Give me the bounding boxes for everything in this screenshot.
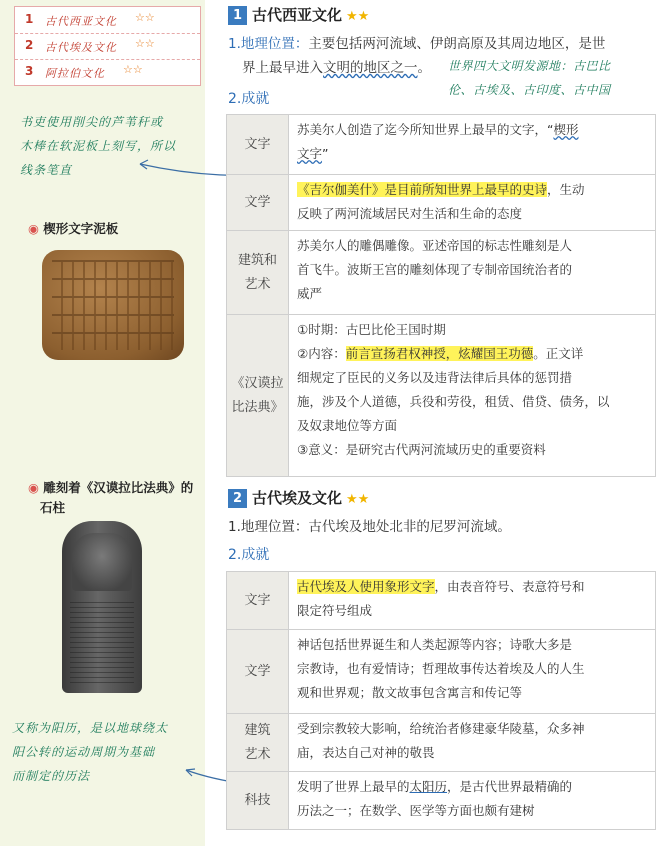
row-content — [289, 630, 656, 714]
geo-text: 界上最早进入 — [242, 60, 323, 76]
cell-text: 及奴隶地位等方面 — [297, 418, 398, 433]
cell-text: 限定符号组成 — [297, 603, 373, 618]
achievements-heading: 2.成就 — [228, 91, 270, 107]
section-title-text: 古代西亚文化 — [252, 6, 343, 24]
table-row — [227, 315, 656, 477]
row-label: 文学 — [227, 175, 289, 231]
note-line: 线条笔直 — [20, 163, 73, 177]
cell-text: 威严 — [297, 286, 323, 301]
bullet-icon: ◉ — [28, 480, 39, 495]
toc-item-number: 2 — [25, 38, 34, 52]
row-label: 文字 — [227, 115, 289, 175]
row-label-line: 《汉谟拉 — [231, 375, 284, 391]
geo-text: 主要包括两河流域、伊朗高原及其周边地区，是世 — [308, 36, 606, 52]
note-line: 而制定的历法 — [12, 769, 91, 783]
star-icon: ★★ — [346, 492, 370, 507]
row-content — [289, 572, 656, 630]
row-label-line: 建筑和 — [237, 252, 277, 268]
geo-text: 。 — [417, 60, 431, 76]
achievements-table-egypt — [226, 571, 656, 830]
cell-text: 历法之一；在数学、医学等方面也颇有建树 — [297, 803, 535, 818]
star-icon: ☆☆ — [135, 11, 155, 24]
cell-text: 反映了两河流域居民对生活和生命的态度 — [297, 206, 523, 221]
note-line: 阳公转的运动周期为基础 — [12, 745, 156, 759]
cell-text: ①时期：古巴比伦王国时期 — [297, 322, 446, 337]
geo-label: 1.地理位置： — [228, 36, 309, 52]
highlighted-text: 《吉尔伽美什》是目前所知世界上最早的史诗 — [297, 182, 548, 197]
table-row — [227, 630, 656, 714]
bullet-icon: ◉ — [28, 221, 39, 236]
row-label — [227, 231, 289, 315]
star-icon: ★★ — [346, 9, 370, 24]
row-label-line: 艺术 — [244, 746, 271, 762]
note-line: 书吏使用削尖的芦苇秆或 — [20, 115, 164, 129]
geo-line-1 — [228, 33, 605, 55]
section-title-west-asia — [228, 4, 369, 25]
cell-text: ③意义：是研究古代两河流域历史的重要资料 — [297, 442, 546, 457]
cell-text: 施，涉及个人道德，兵役和劳役，租赁、借贷、债务，以 — [297, 394, 610, 409]
table-row — [227, 115, 656, 175]
table-row — [227, 714, 656, 772]
cell-text-marked: 文字 — [297, 146, 323, 161]
cell-text-marked: 太阳历 — [409, 779, 448, 794]
toc-item-label: 古代西亚文化 — [45, 15, 117, 28]
table-row — [227, 572, 656, 630]
table-row — [227, 231, 656, 315]
cell-text: 。正文详 — [533, 346, 584, 361]
geo-line-2 — [242, 57, 431, 79]
cell-text: 苏美尔人的雕偶雕像。亚述帝国的标志性雕刻是人 — [297, 238, 573, 253]
row-content — [289, 231, 656, 315]
row-content — [289, 772, 656, 830]
cell-text: 首飞牛。波斯王宫的雕刻体现了专制帝国统治者的 — [297, 262, 573, 277]
achievements-heading: 2.成就 — [228, 547, 270, 563]
row-label-line: 比法典》 — [231, 399, 284, 415]
caption-stele-line2: 石柱 — [40, 500, 66, 515]
row-label: 科技 — [227, 772, 289, 830]
row-label: 文字 — [227, 572, 289, 630]
caption-text: 雕刻着《汉谟拉比法典》的 — [43, 480, 194, 495]
cell-text: 宗教诗，也有爱情诗；哲理故事传达着埃及人的人生 — [297, 661, 585, 676]
row-content — [289, 315, 656, 477]
highlighted-text: 前言宣扬君权神授，炫耀国王功德 — [345, 346, 534, 361]
handwritten-note-civilizations — [448, 54, 656, 102]
row-content — [289, 115, 656, 175]
star-icon: ☆☆ — [123, 63, 143, 76]
note-line: 伦、古埃及、古印度、古中国 — [448, 83, 611, 97]
toc-item-label: 阿拉伯文化 — [45, 67, 105, 80]
geo-text-marked: 文明的地区之一 — [323, 60, 418, 76]
egypt-geo-line: 1.地理位置：古代埃及地处北非的尼罗河流域。 — [228, 519, 511, 535]
section-number: 1 — [228, 6, 247, 25]
toc-item-number: 1 — [25, 12, 34, 26]
section-title-egypt — [228, 487, 369, 508]
cell-text: 苏美尔人创造了迄今所知世界上最早的文字，“ — [297, 122, 554, 137]
note-line: 木棒在软泥板上刻写，所以 — [20, 139, 177, 153]
note-line: 世界四大文明发源地：古巴比 — [448, 59, 611, 73]
cell-text: 神话包括世界诞生和人类起源等内容；诗歌大多是 — [297, 637, 573, 652]
cell-text: ，是古代世界最精确的 — [447, 779, 573, 794]
cell-text: 发明了世界上最早的 — [297, 779, 410, 794]
cell-text-marked: 楔形 — [553, 122, 579, 137]
cell-text: ” — [322, 146, 329, 161]
row-label-line: 建筑 — [244, 722, 271, 738]
cell-text: 庙，表达自己对神的敬畏 — [297, 745, 435, 760]
row-label-line: 艺术 — [244, 276, 271, 292]
cell-text: 受到宗教较大影响，给统治者修建豪华陵墓，众多神 — [297, 721, 585, 736]
caption-text: 楔形文字泥板 — [43, 221, 119, 236]
row-label — [227, 315, 289, 477]
cell-text: 观和世界观；散文故事包含寓言和传记等 — [297, 685, 523, 700]
table-row — [227, 175, 656, 231]
section-number: 2 — [228, 489, 247, 508]
cell-text: ，由表音符号、表意符号和 — [434, 579, 585, 594]
cell-text: ②内容： — [297, 346, 346, 361]
toc-item-number: 3 — [25, 64, 34, 78]
achievements-table-west-asia — [226, 114, 656, 477]
cell-text: 细规定了臣民的义务以及违背法律后具体的惩罚措 — [297, 370, 573, 385]
toc-item-label: 古代埃及文化 — [45, 41, 117, 54]
star-icon: ☆☆ — [135, 37, 155, 50]
table-row — [227, 772, 656, 830]
row-content — [289, 714, 656, 772]
row-label — [227, 714, 289, 772]
highlighted-text: 古代埃及人使用象形文字 — [297, 579, 435, 594]
note-line: 又称为阳历，是以地球绕太 — [12, 721, 169, 735]
row-content — [289, 175, 656, 231]
cell-text: ，生动 — [547, 182, 585, 197]
section-title-text: 古代埃及文化 — [252, 489, 343, 507]
row-label: 文学 — [227, 630, 289, 714]
